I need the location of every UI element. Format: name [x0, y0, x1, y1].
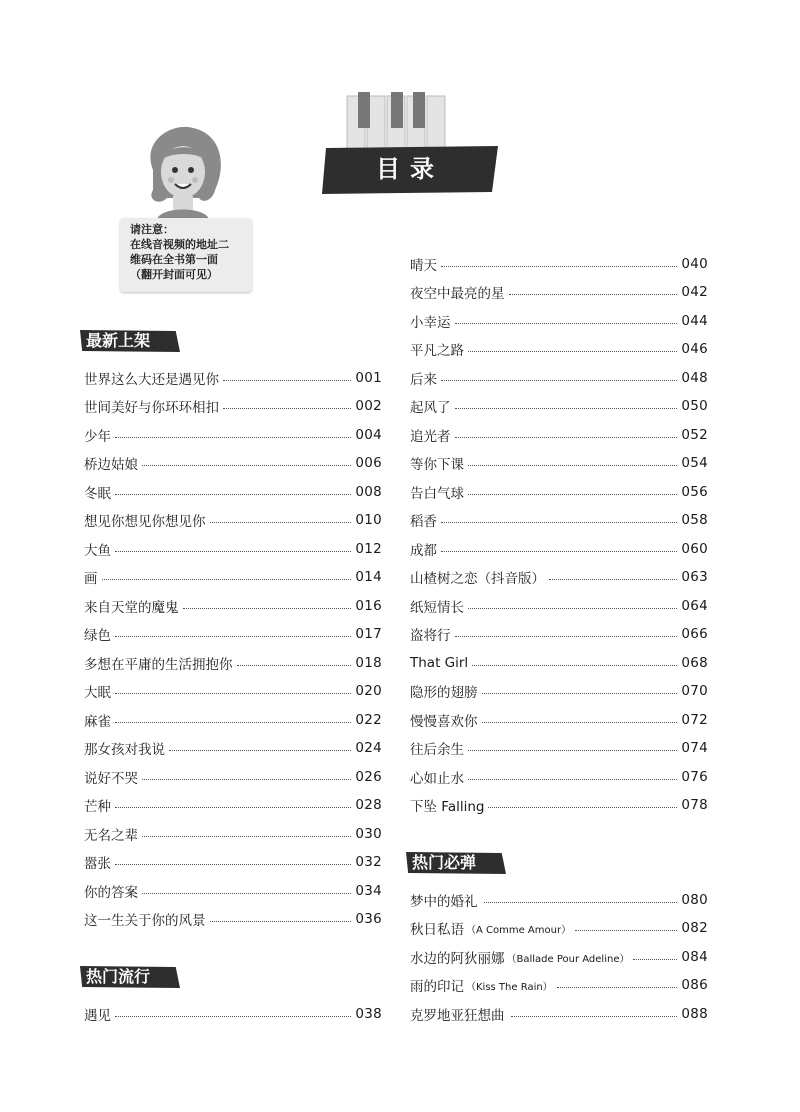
toc-title: 纸短情长: [410, 600, 464, 616]
toc-title: 绿色: [84, 628, 111, 644]
toc-page: 082: [681, 920, 708, 936]
toc-entry[interactable]: [410, 394, 708, 418]
toc-page: 010: [355, 512, 382, 528]
leader-dots: [468, 750, 677, 751]
leader-dots: [115, 693, 351, 694]
toc-title: 少年: [84, 429, 111, 445]
leader-dots: [441, 266, 677, 267]
toc-page: 014: [355, 569, 382, 585]
toc-entry[interactable]: [410, 594, 708, 618]
toc-page: 072: [681, 712, 708, 728]
toc-page: 086: [681, 977, 708, 993]
toc-entry[interactable]: [410, 679, 708, 703]
leader-dots: [455, 408, 678, 409]
leader-dots: [210, 522, 352, 523]
toc-entry[interactable]: [410, 916, 708, 940]
toc-entry[interactable]: [410, 565, 708, 589]
toc-page: 063: [681, 569, 708, 585]
toc-entry[interactable]: [84, 451, 382, 475]
leader-dots: [142, 465, 351, 466]
toc-title: 想见你想见你想见你: [84, 514, 206, 530]
toc-entry[interactable]: [410, 508, 708, 532]
notice-line: （翻开封面可见）: [130, 268, 218, 281]
toc-page: 046: [681, 341, 708, 357]
toc-entry[interactable]: [410, 765, 708, 789]
leader-dots: [102, 579, 352, 580]
toc-title: 水边的阿狄丽娜: [410, 951, 505, 967]
leader-dots: [115, 807, 351, 808]
toc-page: 030: [355, 826, 382, 842]
leader-dots: [115, 636, 351, 637]
toc-page: 056: [681, 484, 708, 500]
toc-title: 这一生关于你的风景: [84, 913, 206, 929]
leader-dots: [511, 1016, 678, 1017]
toc-entry[interactable]: [84, 651, 382, 675]
toc-entry[interactable]: [410, 252, 708, 276]
leader-dots: [468, 465, 677, 466]
toc-title: 晴天: [410, 258, 437, 274]
leader-dots: [549, 579, 677, 580]
leader-dots: [115, 864, 351, 865]
toc-page: 054: [681, 455, 708, 471]
toc-page: 064: [681, 598, 708, 614]
leader-dots: [468, 494, 677, 495]
leader-dots: [183, 608, 352, 609]
toc-page: 008: [355, 484, 382, 500]
toc-entry[interactable]: [410, 280, 708, 304]
toc-title: 稻香: [410, 514, 437, 530]
toc-page: 017: [355, 626, 382, 642]
toc-entry[interactable]: [410, 366, 708, 390]
section-heading-must-play: 热门必弹: [406, 852, 506, 874]
toc-title: 芒种: [84, 799, 111, 815]
toc-title: 起风了: [410, 400, 451, 416]
toc-title: 夜空中最亮的星: [410, 286, 505, 302]
toc-title: 大眠: [84, 685, 111, 701]
leader-dots: [482, 693, 678, 694]
toc-page: 044: [681, 313, 708, 329]
toc-entry[interactable]: [410, 451, 708, 475]
toc-title: 慢慢喜欢你: [410, 714, 478, 730]
toc-entry[interactable]: [410, 1002, 708, 1026]
leader-dots: [169, 750, 351, 751]
leader-dots: [482, 722, 678, 723]
toc-page: 002: [355, 398, 382, 414]
toc-title: 画: [84, 571, 98, 587]
notice-line: 维码在全书第一面: [130, 253, 218, 266]
toc-page: 012: [355, 541, 382, 557]
toc-title: 往后余生: [410, 742, 464, 758]
toc-title: 世界这么大还是遇见你: [84, 372, 219, 388]
toc-page: 016: [355, 598, 382, 614]
toc-entry[interactable]: [410, 480, 708, 504]
toc-page: 024: [355, 740, 382, 756]
toc-title: 告白气球: [410, 486, 464, 502]
toc-title: 嚣张: [84, 856, 111, 872]
toc-entry[interactable]: [84, 793, 382, 817]
toc-page: 066: [681, 626, 708, 642]
toc-entry[interactable]: [84, 480, 382, 504]
toc-page: 001: [355, 370, 382, 386]
toc-page: 050: [681, 398, 708, 414]
toc-title: 心如止水: [410, 771, 464, 787]
toc-title: 冬眠: [84, 486, 111, 502]
toc-page: 058: [681, 512, 708, 528]
toc-page: 070: [681, 683, 708, 699]
toc-entry[interactable]: [84, 765, 382, 789]
toc-entry[interactable]: [84, 708, 382, 732]
toc-entry[interactable]: [410, 337, 708, 361]
toc-entry[interactable]: [84, 565, 382, 589]
leader-dots: [142, 893, 351, 894]
toc-entry[interactable]: [410, 945, 708, 969]
leader-dots: [557, 987, 678, 988]
toc-page: 020: [355, 683, 382, 699]
section-heading-popular: 热门流行: [80, 966, 180, 988]
girl-illustration: [133, 120, 233, 220]
leader-dots: [455, 323, 678, 324]
toc-title: 世间美好与你环环相扣: [84, 400, 219, 416]
toc-page: 026: [355, 769, 382, 785]
leader-dots: [115, 494, 351, 495]
toc-entry[interactable]: [84, 1002, 382, 1026]
toc-page: 074: [681, 740, 708, 756]
piano-keys-icon: [343, 92, 453, 152]
notice-card: [120, 218, 252, 292]
toc-page: 006: [355, 455, 382, 471]
toc-page: 038: [355, 1006, 382, 1022]
toc-title: 无名之辈: [84, 828, 138, 844]
toc-entry[interactable]: [410, 423, 708, 447]
toc-page: 004: [355, 427, 382, 443]
toc-title: 隐形的翅膀: [410, 685, 478, 701]
toc-page: 042: [681, 284, 708, 300]
leader-dots: [115, 1016, 351, 1017]
toc-entry[interactable]: [84, 622, 382, 646]
toc-page: 018: [355, 655, 382, 671]
leader-dots: [115, 551, 351, 552]
toc-entry[interactable]: [84, 907, 382, 931]
toc-title: 平凡之路: [410, 343, 464, 359]
toc-entry[interactable]: [410, 736, 708, 760]
toc-entry[interactable]: [84, 366, 382, 390]
toc-page: 036: [355, 911, 382, 927]
toc-subtitle: （A Comme Amour）: [466, 924, 572, 936]
toc-title: 说好不哭: [84, 771, 138, 787]
page-title: 目录: [376, 155, 444, 183]
toc-entry[interactable]: [84, 423, 382, 447]
toc-subtitle: （Ballade Pour Adeline）: [506, 953, 630, 965]
toc-title: 山楂树之恋（抖音版）: [410, 571, 545, 587]
leader-dots: [142, 836, 351, 837]
toc-page: 022: [355, 712, 382, 728]
leader-dots: [223, 380, 351, 381]
toc-title: 后来: [410, 372, 437, 388]
toc-entry[interactable]: [410, 622, 708, 646]
toc-entry[interactable]: [84, 822, 382, 846]
leader-dots: [115, 437, 351, 438]
toc-title: 克罗地亚狂想曲: [410, 1008, 505, 1024]
toc-page: 078: [681, 797, 708, 813]
toc-entry[interactable]: [410, 888, 708, 912]
toc-page: 076: [681, 769, 708, 785]
leader-dots: [472, 665, 677, 666]
leader-dots: [468, 779, 677, 780]
toc-title: 等你下课: [410, 457, 464, 473]
toc-title: 你的答案: [84, 885, 138, 901]
leader-dots: [488, 807, 677, 808]
leader-dots: [115, 722, 351, 723]
toc-title: 麻雀: [84, 714, 111, 730]
notice-line: 在线音视频的地址二: [130, 238, 229, 251]
leader-dots: [441, 522, 677, 523]
leader-dots: [484, 902, 678, 903]
toc-page: 060: [681, 541, 708, 557]
toc-title: 成都: [410, 543, 437, 559]
toc-title: 遇见: [84, 1008, 111, 1024]
leader-dots: [455, 437, 678, 438]
toc-title: 桥边姑娘: [84, 457, 138, 473]
notice-line: 请注意：: [130, 223, 174, 236]
toc-subtitle: （Kiss The Rain）: [466, 981, 553, 993]
toc-page: 084: [681, 949, 708, 965]
toc-entry[interactable]: [84, 594, 382, 618]
toc-page: 088: [681, 1006, 708, 1022]
toc-entry[interactable]: [410, 651, 708, 675]
toc-entry[interactable]: [410, 309, 708, 333]
toc-page: 034: [355, 883, 382, 899]
toc-page: 068: [681, 655, 708, 671]
toc-page: 032: [355, 854, 382, 870]
toc-page: 052: [681, 427, 708, 443]
toc-page: 028: [355, 797, 382, 813]
toc-entry[interactable]: [84, 850, 382, 874]
toc-title: That Girl: [410, 655, 469, 671]
toc-entry[interactable]: [84, 736, 382, 760]
toc-entry[interactable]: [84, 679, 382, 703]
leader-dots: [633, 959, 677, 960]
toc-title: 追光者: [410, 429, 451, 445]
leader-dots: [468, 608, 677, 609]
toc-title: 那女孩对我说: [84, 742, 165, 758]
section-heading-newest: 最新上架: [80, 330, 180, 352]
toc-page: 040: [681, 256, 708, 272]
toc-entry[interactable]: [84, 394, 382, 418]
toc-title: 小幸运: [410, 315, 451, 331]
leader-dots: [441, 380, 677, 381]
toc-title: 梦中的婚礼: [410, 894, 478, 910]
toc-title: 来自天堂的魔鬼: [84, 600, 179, 616]
leader-dots: [455, 636, 678, 637]
toc-entry[interactable]: [410, 973, 708, 997]
toc-title: 下坠 Falling: [410, 799, 485, 815]
leader-dots: [210, 921, 352, 922]
toc-entry[interactable]: [410, 708, 708, 732]
leader-dots: [441, 551, 677, 552]
toc-entry[interactable]: [410, 793, 708, 817]
toc-title: 盗将行: [410, 628, 451, 644]
toc-page: 048: [681, 370, 708, 386]
toc-page: 080: [681, 892, 708, 908]
leader-dots: [509, 294, 678, 295]
toc-entry[interactable]: [84, 537, 382, 561]
leader-dots: [237, 665, 352, 666]
toc-title: 多想在平庸的生活拥抱你: [84, 657, 233, 673]
leader-dots: [468, 351, 677, 352]
toc-title: 秋日私语: [410, 922, 464, 938]
leader-dots: [223, 408, 351, 409]
leader-dots: [142, 779, 351, 780]
toc-entry[interactable]: [84, 508, 382, 532]
toc-title: 雨的印记: [410, 979, 464, 995]
toc-entry[interactable]: [84, 879, 382, 903]
toc-entry[interactable]: [410, 537, 708, 561]
leader-dots: [575, 930, 677, 931]
toc-title: 大鱼: [84, 543, 111, 559]
